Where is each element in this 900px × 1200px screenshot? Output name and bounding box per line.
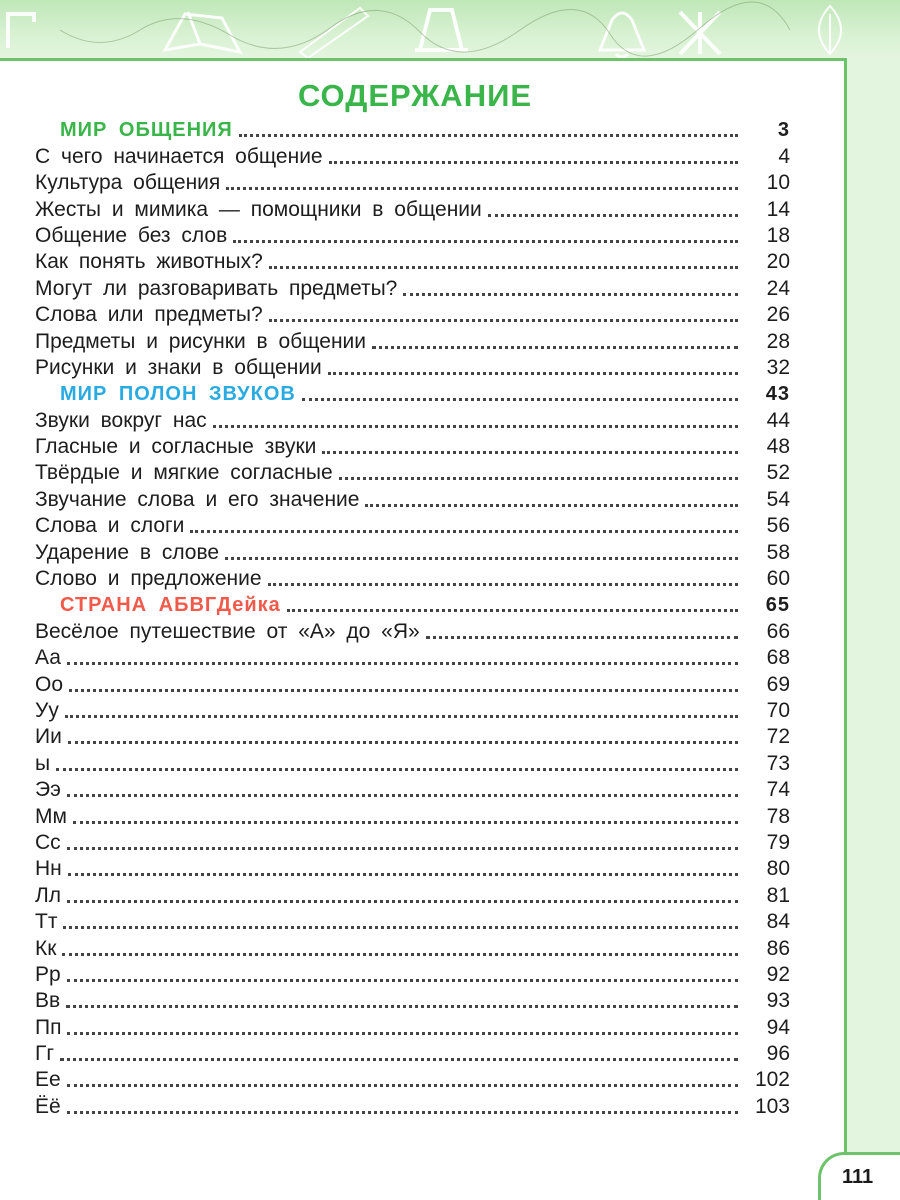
- toc-entry: [35, 406, 790, 432]
- toc-entry: [35, 1040, 790, 1066]
- dot-leader: [287, 609, 738, 612]
- toc-entry-page: 70: [766, 698, 790, 722]
- toc-entry-page: 84: [766, 910, 790, 934]
- toc-entry-page: 94: [766, 1015, 790, 1039]
- toc-entry: [35, 433, 790, 459]
- toc-section-heading: [35, 591, 790, 617]
- toc-entry-page: 81: [766, 883, 790, 907]
- dot-leader: [269, 319, 738, 322]
- toc-entry-title: Тт: [35, 910, 58, 934]
- toc-entry-title: ы: [35, 751, 51, 775]
- dot-leader: [268, 583, 738, 586]
- toc-entry: [35, 222, 790, 248]
- toc-entry: [35, 195, 790, 221]
- toc-entry: [35, 565, 790, 591]
- toc-entry-title: Рр: [35, 962, 61, 986]
- toc-entry-title: Слова и слоги: [35, 514, 185, 538]
- toc-entry-title: Слово и предложение: [35, 567, 262, 591]
- toc-entry-page: 65: [765, 594, 790, 617]
- toc-entry-page: 102: [754, 1068, 790, 1092]
- toc-entry-page: 14: [766, 197, 790, 221]
- dot-leader: [65, 715, 738, 718]
- letter-g-icon: [8, 14, 34, 48]
- page-title: СОДЕРЖАНИЕ: [297, 78, 533, 113]
- dot-leader: [67, 1111, 738, 1114]
- dot-leader: [67, 847, 738, 850]
- toc-entry-title: МИР ПОЛОН ЗВУКОВ: [60, 383, 296, 406]
- dot-leader: [225, 557, 738, 560]
- dot-leader: [67, 979, 738, 982]
- dot-leader: [68, 873, 738, 876]
- dot-leader: [213, 425, 738, 428]
- toc-entry: [35, 327, 790, 353]
- toc-entry-page: 79: [766, 830, 790, 854]
- toc-entry: [35, 723, 790, 749]
- toc-entry-page: 44: [766, 408, 790, 432]
- dot-leader: [365, 504, 738, 507]
- book-icon: [165, 12, 240, 52]
- pencil-icon: [300, 8, 368, 58]
- toc-entry-page: 32: [766, 355, 790, 379]
- header-decoration: [0, 0, 900, 58]
- toc-entry-title: Могут ли разговаривать предметы?: [35, 276, 398, 300]
- toc-entry-title: Уу: [35, 698, 59, 722]
- dot-leader: [226, 187, 738, 190]
- toc-entry: [35, 644, 790, 670]
- dot-leader: [339, 477, 738, 480]
- dot-leader: [233, 240, 738, 243]
- toc-entry-page: 68: [766, 646, 790, 670]
- toc-entry: [35, 459, 790, 485]
- toc-entry-page: 73: [766, 751, 790, 775]
- toc-entry-title: Ударение в слове: [35, 540, 220, 564]
- toc-entry-page: 58: [766, 540, 790, 564]
- toc-entry: [35, 749, 790, 775]
- toc-entry-title: Предметы и рисунки в общении: [35, 329, 367, 353]
- toc-entry: [35, 802, 790, 828]
- toc-entry: [35, 617, 790, 643]
- toc-entry: [35, 829, 790, 855]
- toc-section-heading: [35, 380, 790, 406]
- dot-leader: [328, 372, 738, 375]
- toc-entry: [35, 934, 790, 960]
- leaf-icon: [819, 6, 841, 54]
- toc-entry-page: 4: [778, 144, 790, 168]
- toc-entry-page: 43: [765, 383, 790, 406]
- toc-entry-page: 103: [754, 1094, 790, 1118]
- toc-entry-title: Как понять животных?: [35, 250, 263, 274]
- letter-zh-icon: [680, 12, 720, 54]
- toc-entry-page: 3: [777, 119, 790, 142]
- toc-entry: [35, 274, 790, 300]
- toc-section-heading: [35, 116, 790, 142]
- dot-leader: [329, 161, 738, 164]
- toc-entry-page: 20: [766, 250, 790, 274]
- toc-entry: [35, 248, 790, 274]
- right-margin-strip: [847, 58, 900, 1200]
- toc-entry-title: Звучание слова и его значение: [35, 487, 360, 511]
- toc-entry-title: Ёё: [35, 1094, 61, 1118]
- table-of-contents: [35, 116, 790, 1119]
- toc-entry-title: МИР ОБЩЕНИЯ: [60, 119, 233, 142]
- toc-entry-title: СТРАНА АБВГДейка: [60, 594, 281, 617]
- toc-entry-page: 60: [766, 567, 790, 591]
- toc-entry: [35, 1092, 790, 1118]
- toc-entry-title: Жесты и мимика — помощники в общении: [35, 197, 482, 221]
- dot-leader: [67, 794, 738, 797]
- letter-d-icon: [415, 10, 468, 50]
- dot-leader: [60, 1058, 738, 1061]
- toc-entry-page: 26: [766, 303, 790, 327]
- toc-entry-title: Нн: [35, 857, 62, 881]
- toc-entry-title: Общение без слов: [35, 223, 228, 247]
- toc-entry: [35, 908, 790, 934]
- dot-leader: [66, 1005, 738, 1008]
- toc-entry: [35, 776, 790, 802]
- dot-leader: [403, 293, 738, 296]
- dot-leader: [372, 346, 738, 349]
- toc-entry-title: Слова или предметы?: [35, 303, 263, 327]
- toc-entry-title: Лл: [35, 883, 62, 907]
- toc-entry-page: 66: [766, 619, 790, 643]
- dot-leader: [67, 662, 738, 665]
- toc-entry-page: 93: [766, 989, 790, 1013]
- toc-entry-page: 92: [766, 962, 790, 986]
- toc-entry-title: Весёлое путешествие от «А» до «Я»: [35, 619, 420, 643]
- toc-entry: [35, 1013, 790, 1039]
- toc-entry-page: 72: [766, 725, 790, 749]
- toc-entry-page: 56: [766, 514, 790, 538]
- toc-entry-title: Ээ: [35, 778, 61, 802]
- toc-entry-page: 28: [766, 329, 790, 353]
- toc-entry-title: Ее: [35, 1068, 61, 1092]
- dot-leader: [56, 768, 738, 771]
- dot-leader: [69, 689, 738, 692]
- dot-leader: [426, 636, 738, 639]
- toc-entry-page: 74: [766, 778, 790, 802]
- toc-entry: [35, 987, 790, 1013]
- toc-entry-title: Аа: [35, 646, 61, 670]
- toc-entry: [35, 301, 790, 327]
- toc-entry-title: Рисунки и знаки в общении: [35, 355, 322, 379]
- toc-entry-page: 10: [766, 171, 790, 195]
- toc-entry-page: 96: [766, 1042, 790, 1066]
- toc-entry: [35, 697, 790, 723]
- toc-entry-page: 69: [766, 672, 790, 696]
- toc-entry-title: Мм: [35, 804, 67, 828]
- toc-entry: [35, 485, 790, 511]
- toc-entry-title: Звуки вокруг нас: [35, 408, 207, 432]
- toc-entry: [35, 142, 790, 168]
- dot-leader: [67, 1084, 738, 1087]
- dot-leader: [322, 451, 738, 454]
- toc-entry-page: 24: [766, 276, 790, 300]
- dot-leader: [67, 900, 738, 903]
- toc-entry-title: Гласные и согласные звуки: [35, 435, 317, 459]
- toc-entry-page: 78: [766, 804, 790, 828]
- dot-leader: [63, 926, 738, 929]
- toc-entry-title: Твёрдые и мягкие согласные: [35, 461, 333, 485]
- toc-entry-title: С чего начинается общение: [35, 144, 323, 168]
- toc-entry: [35, 538, 790, 564]
- toc-entry-title: Культура общения: [35, 171, 221, 195]
- toc-entry: [35, 881, 790, 907]
- toc-entry-page: 54: [766, 487, 790, 511]
- toc-entry-page: 80: [766, 857, 790, 881]
- dot-leader: [62, 953, 738, 956]
- toc-entry-title: Пп: [35, 1015, 62, 1039]
- toc-entry: [35, 354, 790, 380]
- toc-entry: [35, 961, 790, 987]
- toc-entry-page: 86: [766, 936, 790, 960]
- decorative-header-band: [0, 0, 900, 58]
- toc-entry-title: Сс: [35, 830, 61, 854]
- toc-entry: [35, 670, 790, 696]
- dot-leader: [302, 398, 738, 401]
- toc-entry-page: 52: [766, 461, 790, 485]
- toc-entry: [35, 512, 790, 538]
- dot-leader: [269, 266, 738, 269]
- toc-entry: [35, 169, 790, 195]
- toc-entry-title: Вв: [35, 989, 61, 1013]
- toc-entry: [35, 855, 790, 881]
- toc-entry-page: 18: [766, 223, 790, 247]
- dot-leader: [73, 821, 738, 824]
- dot-leader: [67, 1032, 738, 1035]
- toc-entry-title: Ии: [35, 725, 62, 749]
- dot-leader: [190, 530, 738, 533]
- bell-icon: [600, 13, 644, 57]
- toc-entry-title: Оо: [35, 672, 64, 696]
- toc-entry-title: Кк: [35, 936, 57, 960]
- toc-entry-page: 48: [766, 435, 790, 459]
- dot-leader: [239, 134, 738, 137]
- toc-entry: [35, 1066, 790, 1092]
- page-number: 111: [842, 1166, 874, 1188]
- toc-entry-title: Гг: [35, 1042, 55, 1066]
- dot-leader: [488, 214, 738, 217]
- dot-leader: [68, 741, 738, 744]
